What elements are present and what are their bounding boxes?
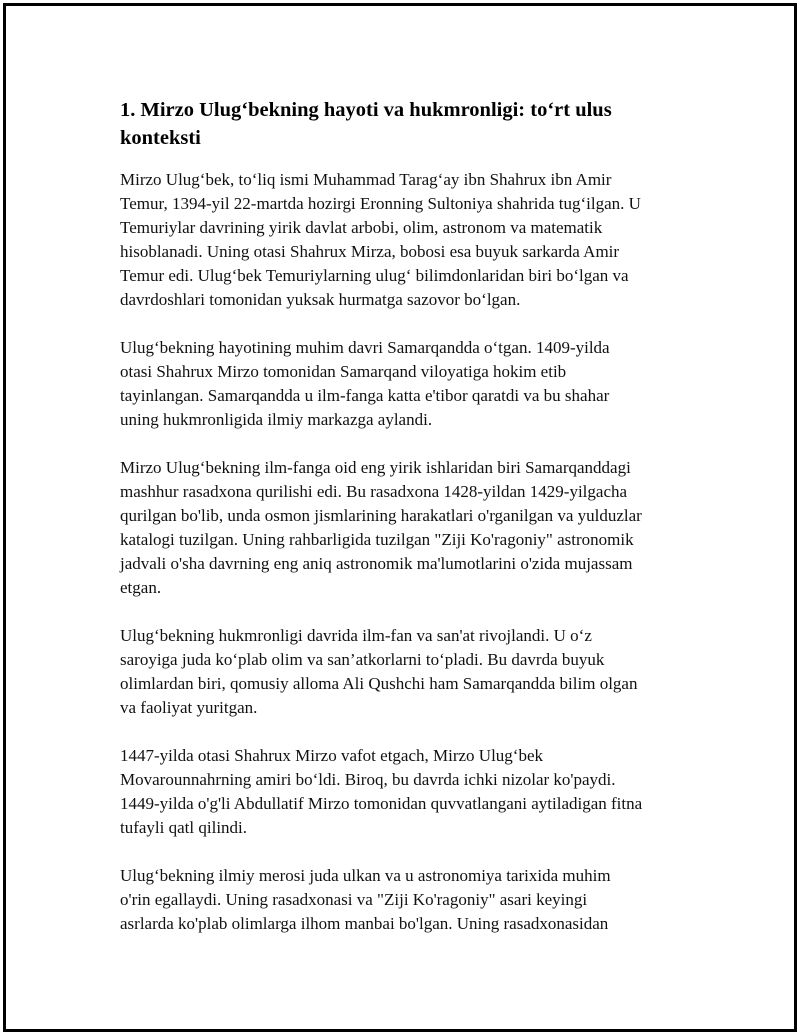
paragraph-line: Mirzo Ulug‘bekning ilm-fanga oid eng yirik ishlaridan biri Samarqanddagi bbox=[120, 458, 631, 477]
paragraph-line: saroyiga juda ko‘plab olim va san’atkorlarni to‘pladi. Bu davrda buyuk bbox=[120, 650, 605, 669]
paragraph-line: Movarounnahrning amiri bo‘ldi. Biroq, bu davrda ichki nizolar ko'paydi. bbox=[120, 770, 616, 789]
paragraph-line: Temuriylar davrining yirik davlat arbobi, olim, astronom va matematik bbox=[120, 218, 603, 237]
paragraph-line: uning hukmronligida ilmiy markazga aylandi. bbox=[120, 410, 433, 429]
paragraph-line: 1447-yilda otasi Shahrux Mirzo vafot etgach, Mirzo Ulug‘bek bbox=[120, 746, 544, 765]
paragraph-3 bbox=[120, 456, 680, 600]
paragraph-line: otasi Shahrux Mirzo tomonidan Samarqand viloyatiga hokim etib bbox=[120, 362, 567, 381]
paragraph-line: Ulug‘bekning hukmronligi davrida ilm-fan va san'at rivojlandi. U o‘z bbox=[120, 626, 592, 645]
paragraph-line: o'rin egallaydi. Uning rasadxonasi va "Ziji Ko'ragoniy" asari keyingi bbox=[120, 890, 588, 909]
paragraph-line: katalogi tuzilgan. Uning rahbarligida tuzilgan "Ziji Ko'ragoniy" astronomik bbox=[120, 530, 634, 549]
paragraph-line: va faoliyat yuritgan. bbox=[120, 698, 258, 717]
paragraph-5 bbox=[120, 744, 680, 840]
paragraph-line: asrlarda ko'plab olimlarga ilhom manbai bo'lgan. Uning rasadxonasidan bbox=[120, 914, 609, 933]
paragraph-1 bbox=[120, 168, 680, 312]
paragraph-line: qurilgan bo'lib, unda osmon jismlarining harakatlari o'rganilgan va yulduzlar bbox=[120, 506, 642, 525]
paragraph-line: etgan. bbox=[120, 578, 162, 597]
paragraph-line: tufayli qatl qilindi. bbox=[120, 818, 248, 837]
heading-line-1: 1. Mirzo Ulug‘bekning hayoti va hukmronligi: to‘rt ulus bbox=[120, 99, 612, 121]
paragraph-line: 1449-yilda o'g'li Abdullatif Mirzo tomonidan quvvatlangani aytiladigan fitna bbox=[120, 794, 643, 813]
paragraph-line: Temur, 1394-yil 22-martda hozirgi Eronning Sultoniya shahrida tug‘ilgan. U bbox=[120, 194, 641, 213]
paragraph-4 bbox=[120, 624, 680, 720]
paragraph-line: hisoblanadi. Uning otasi Shahrux Mirza, bobosi esa buyuk sarkarda Amir bbox=[120, 242, 620, 261]
paragraph-line: olimlardan biri, qomusiy alloma Ali Qushchi ham Samarqandda bilim olgan bbox=[120, 674, 638, 693]
paragraph-line: davrdoshlari tomonidan yuksak hurmatga sazovor bo‘lgan. bbox=[120, 290, 521, 309]
paragraph-line: jadvali o'sha davrning eng aniq astronomik ma'lumotlarini o'zida mujassam bbox=[120, 554, 633, 573]
paragraph-line: Mirzo Ulug‘bek, to‘liq ismi Muhammad Tarag‘ay ibn Shahrux ibn Amir bbox=[120, 170, 612, 189]
document-body bbox=[120, 96, 680, 960]
paragraph-2 bbox=[120, 336, 680, 432]
heading-line-2: konteksti bbox=[120, 127, 201, 149]
paragraph-line: mashhur rasadxona qurilishi edi. Bu rasadxona 1428-yildan 1429-yilgacha bbox=[120, 482, 628, 501]
page-frame bbox=[3, 3, 797, 1032]
paragraph-6 bbox=[120, 864, 680, 936]
section-heading bbox=[120, 96, 680, 152]
paragraph-line: Ulug‘bekning hayotining muhim davri Samarqandda o‘tgan. 1409-yilda bbox=[120, 338, 610, 357]
paragraph-line: Temur edi. Ulug‘bek Temuriylarning ulug‘ bilimdonlaridan biri bo‘lgan va bbox=[120, 266, 629, 285]
paragraph-line: Ulug‘bekning ilmiy merosi juda ulkan va u astronomiya tarixida muhim bbox=[120, 866, 611, 885]
paragraph-line: tayinlangan. Samarqandda u ilm-fanga katta e'tibor qaratdi va bu shahar bbox=[120, 386, 610, 405]
